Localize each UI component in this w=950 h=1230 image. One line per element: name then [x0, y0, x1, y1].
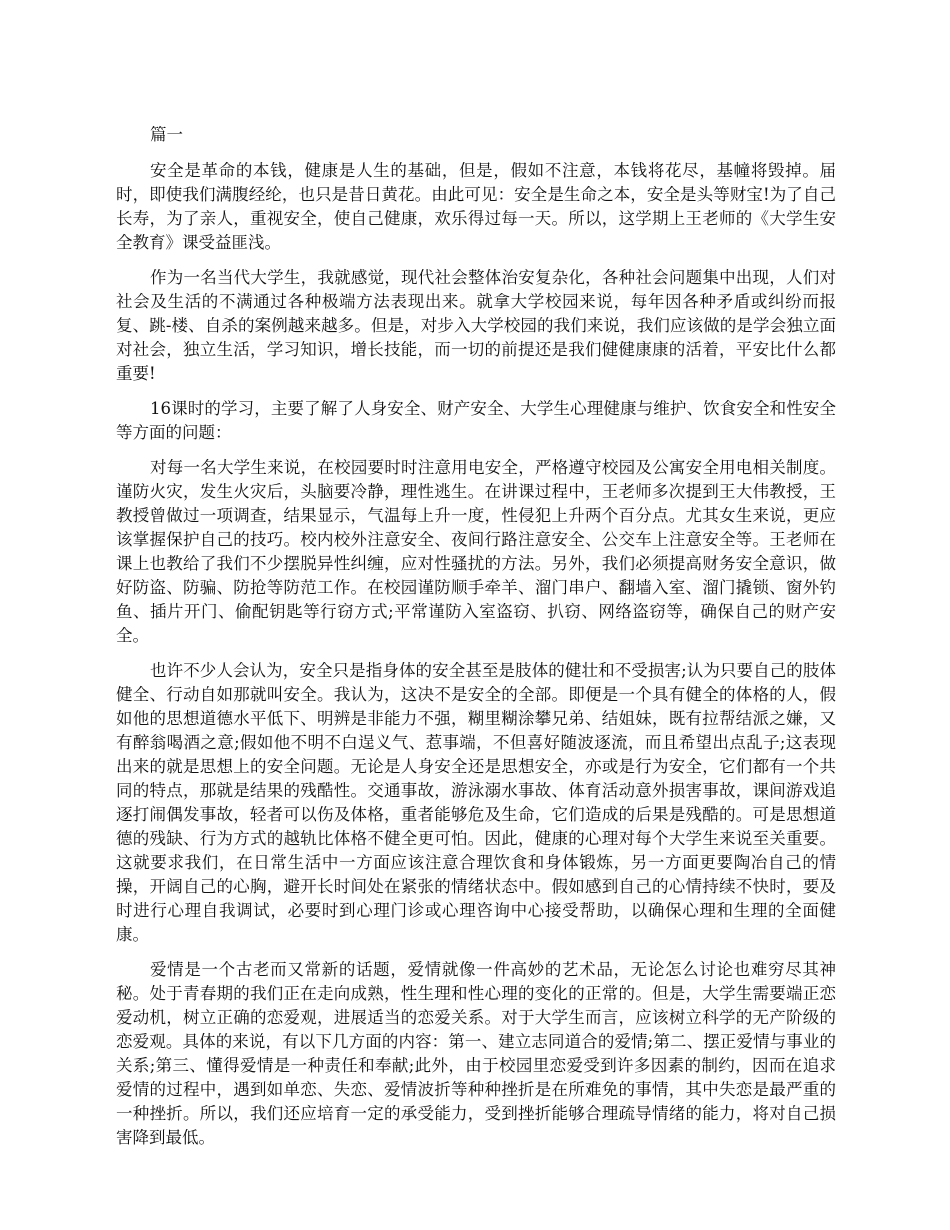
paragraph-6: 爱情是一个古老而又常新的话题，爱情就像一件高妙的艺术品，无论怎么讨论也难穷尽其神秘。处于青春期的我们正在走向成熟，性生理和性心理的变化的正常的。但是，大学生需要端正恋爱动机，树立正确的恋爱观，进展适当的恋爱关系。对于大学生而言，应该树立科学的无产阶级的恋爱观。具体的来说，有以下几方面的内容：第一、建立志同道合的爱情;第二、摆正爱情与事业的关系;第三、懂得爱情是一种责任和奉献;此外，由于校园里恋爱受到许多因素的制约，因而在追求爱情的过程中，遇到如单恋、失恋、爱情波折等种种挫折是在所难免的事情，其中失恋是最严重的一种挫折。所以，我们还应培育一定的承受能力，受到挫折能够合理疏导情绪的能力，将对自己损害降到最低。	[116, 960, 836, 1147]
section-heading: 篇一	[150, 125, 183, 144]
paragraph-3: 16课时的学习，主要了解了人身安全、财产安全、大学生心理健康与维护、饮食安全和性安全等方面的问题：	[116, 399, 836, 442]
paragraph-1: 安全是革命的本钱，健康是人生的基础，但是，假如不注意，本钱将花尽，基幢将毁掉。届时，即使我们满腹经纶，也只是昔日黄花。由此可见：安全是生命之本，安全是头等财宝!为了自己长寿，为了亲人，重视安全，使自己健康，欢乐得过每一天。所以，这学期上王老师的《大学生安全教育》课受益匪浅。	[116, 161, 836, 252]
paragraph-4: 对每一名大学生来说，在校园要时时注意用电安全，严格遵守校园及公寓安全用电相关制度。谨防火灾，发生火灾后，头脑要冷静，理性逃生。在讲课过程中，王老师多次提到王大伟教授，王教授曾做过一项调查，结果显示，气温每上升一度，性侵犯上升两个百分点。尤其女生来说，更应该掌握保护自己的技巧。校内校外注意安全、夜间行路注意安全、公交车上注意安全等。王老师在课上也教给了我们不少摆脱异性纠缠，应对性骚扰的方法。另外，我们必须提高财务安全意识，做好防盗、防骗、防抢等防范工作。在校园谨防顺手牵羊、溜门串户、翻墙入室、溜门撬锁、窗外钓鱼、插片开门、偷配钥匙等行窃方式;平常谨防入室盗窃、扒窃、网络盗窃等，确保自己的财产安全。	[116, 458, 836, 645]
paragraph-5: 也许不少人会认为，安全只是指身体的安全甚至是肢体的健壮和不受损害;认为只要自己的肢体健全、行动自如那就叫安全。我认为，这决不是安全的全部。即便是一个具有健全的体格的人，假如他的思想道德水平低下、明辨是非能力不强，糊里糊涂攀兄弟、结姐妹，既有拉帮结派之嫌，又有醉翁喝酒之意;假如他不明不白逞义气、惹事端，不但喜好随波逐流，而且希望出点乱子;这表现出来的就是思想上的安全问题。无论是人身安全还是思想安全，亦或是行为安全，它们都有一个共同的特点，那就是结果的残酷性。交通事故，游泳溺水事故、体育活动意外损害事故，课间游戏追逐打闹偶发事故，轻者可以伤及体格，重者能够危及生命，它们造成的后果是残酷的。可是思想道德的残缺、行为方式的越轨比体格不健全更可怕。因此，健康的心理对每个大学生来说至关重要。这就要求我们，在日常生活中一方面应该注意合理饮食和身体锻炼，另一方面更要陶冶自己的情操，开阔自己的心胸，避开长时间处在紧张的情绪状态中。假如感到自己的心情持续不快时，要及时进行心理自我调试，必要时到心理门诊或心理咨询中心接受帮助，以确保心理和生理的全面健康。	[116, 661, 836, 944]
document-body	[116, 123, 836, 1161]
paragraph-2: 作为一名当代大学生，我就感觉，现代社会整体治安复杂化，各种社会问题集中出现，人们对社会及生活的不满通过各种极端方法表现出来。就拿大学校园来说，每年因各种矛盾或纠纷而报复、跳-楼、自杀的案例越来越多。但是，对步入大学校园的我们来说，我们应该做的是学会独立面对社会，独立生活，学习知识，增长技能，而一切的前提还是我们健健康康的活着，平安比什么都重要!	[116, 268, 836, 383]
